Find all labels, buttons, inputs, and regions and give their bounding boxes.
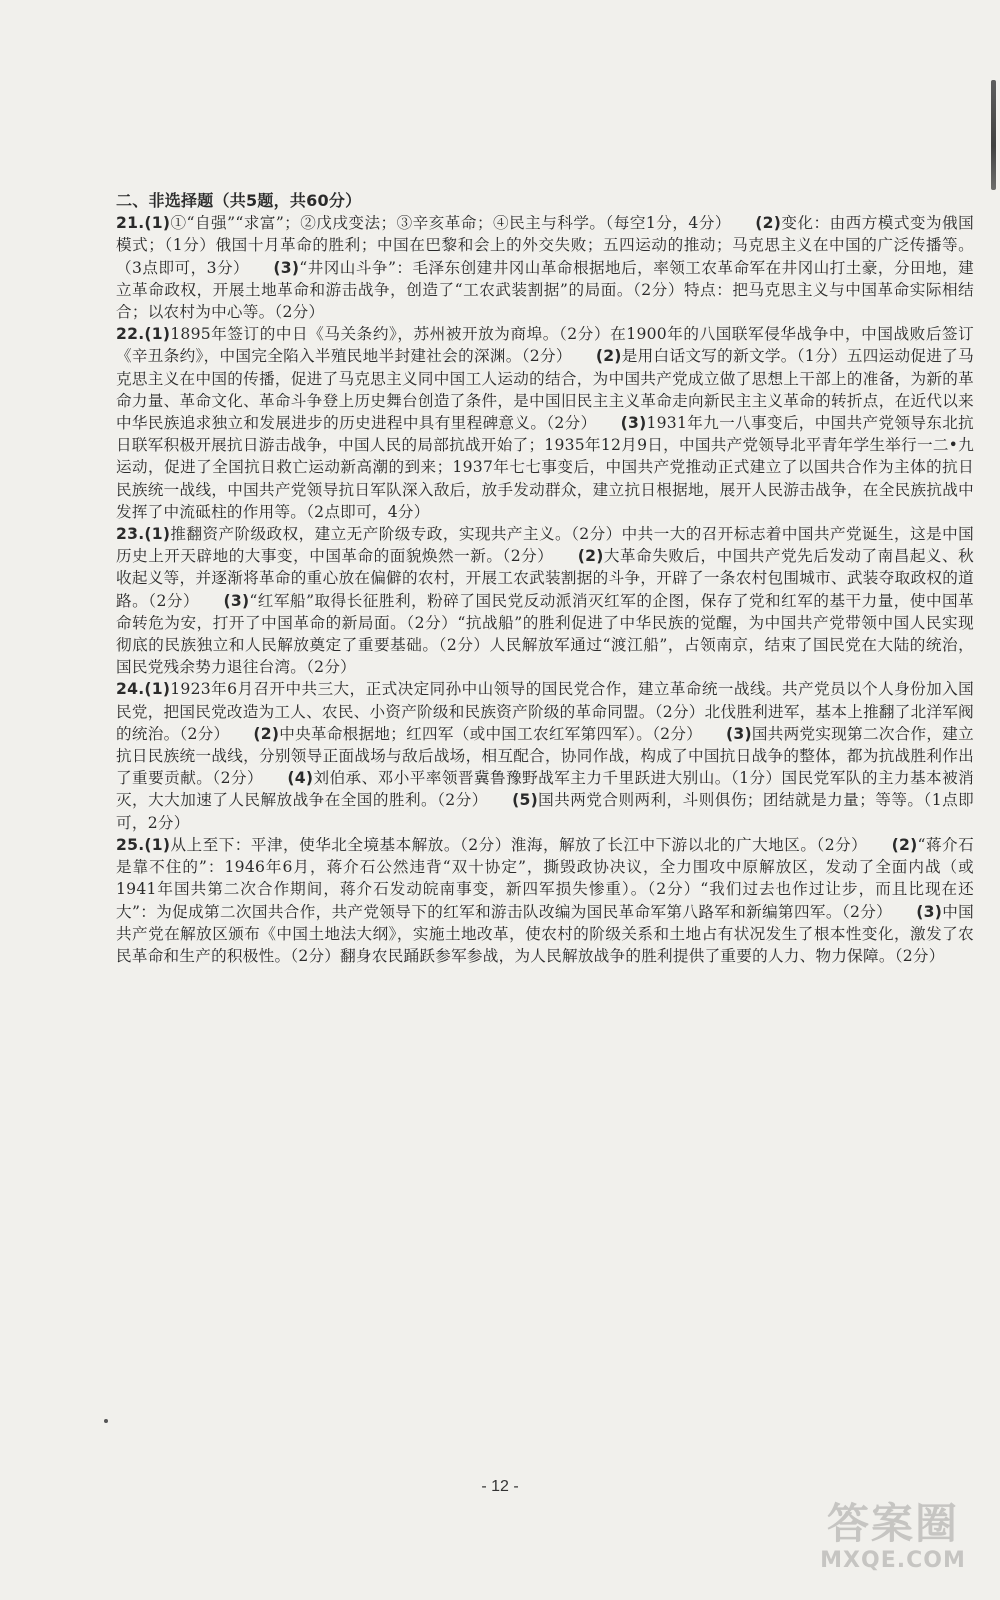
part-gap	[191, 592, 223, 610]
part-gap	[241, 259, 273, 277]
part-gap	[884, 903, 916, 921]
answer-content	[116, 190, 974, 967]
question-list	[116, 212, 974, 967]
answer-text: 中央革命根据地；红四军（或中国工农红军第四军）。（2分）	[279, 724, 695, 743]
answer-text: 1931年九一八事变后，中国共产党领导东北抗日联军积极开展抗日游击战争，中国人民的局部抗战开始了；1935年12月9日，中国共产党领导北平青年学生举行一二•九运动，促进了全国抗日救亡运动新高潮的到来；1937年七七事变后，中国共产党推动正式建立了以国共合作为主体的抗日民族统一战线，中国共产党领导抗日军队深入敌后，放手发动群众，建立抗日根据地，展开人民游击战争，在全民族抗战中发挥了中流砥柱的作用等。（2点即可，4分）	[116, 414, 974, 521]
watermark-url: MXQE.COM	[820, 1548, 966, 1573]
question-number: 23.	[116, 525, 145, 544]
answer-text: 推翻资产阶级政权，建立无产阶级专政，实现共产主义。（2分）中共一大的召开标志着中国共产党诞生，这是中国历史上开天辟地的大事变，中国革命的面貌焕然一新。（2分）	[116, 525, 974, 566]
answer-text: 变化：由西方模式变为俄国模式；（1分）俄国十月革命的胜利；中国在巴黎和会上的外交失败；五四运动的推动；马克思主义在中国的广泛传播等。（3点即可，3分）	[116, 214, 974, 277]
part-gap	[546, 547, 578, 565]
part-gap	[589, 414, 621, 432]
answer-text: 国共两党实现第二次合作，建立抗日民族统一战线，分别领导正面战场与敌后战场，相互配合，协同作战，构成了中国抗日战争的整体，都为抗战胜利作出了重要贡献。（2分）	[116, 724, 974, 788]
answer-text: “井冈山斗争”：毛泽东创建井冈山革命根据地后，率领工农革命军在井冈山打土豪，分田地，建立革命政权，开展土地革命和游击战争，创造了“工农武装割据”的局面。（2分）特点：把马克思主义与中国革命实际相结合；以农村为中心等。（2分）	[116, 258, 974, 322]
page-number: - 12 -	[481, 1478, 519, 1495]
section-title: 二、非选择题（共5题，共60分）	[116, 191, 362, 210]
part-gap	[564, 347, 596, 365]
part-gap	[222, 725, 254, 743]
part-gap	[859, 836, 891, 854]
answer-text: 从上至下：平津，使华北全境基本解放。（2分）淮海，解放了长江中下游以北的广大地区。（2分）	[170, 835, 860, 854]
question-21	[116, 212, 974, 323]
question-22	[116, 323, 974, 523]
question-number: 21.	[116, 214, 145, 233]
sub-question-label: (2)	[253, 724, 280, 743]
question-24	[116, 678, 974, 833]
sub-question-label: (2)	[755, 214, 782, 233]
question-number: 25.	[116, 835, 145, 854]
sub-question-label: (3)	[620, 414, 647, 433]
sub-question-label: (1)	[144, 525, 171, 544]
sub-question-label: (3)	[916, 902, 943, 921]
question-number: 24.	[116, 680, 145, 699]
scan-dot	[104, 1419, 108, 1423]
answer-text: 1923年6月召开中共三大，正式决定同孙中山领导的国民党合作，建立革命统一战线。共产党员以个人身份加入国民党，把国民党改造为工人、农民、小资产阶级和民族资产阶级的革命同盟。（2分）北伐胜利进军，基本上推翻了北洋军阀的统治。（2分）	[116, 680, 974, 743]
answer-text: ①“自强”“求富”；②戊戌变法；③辛亥革命；④民主与科学。（每空1分，4分）	[170, 214, 724, 233]
part-gap	[480, 791, 512, 809]
watermark	[808, 1500, 978, 1590]
question-25	[116, 834, 974, 967]
answer-text: 是用白话文写的新文学。（1分）五四运动促进了马克思主义在中国的传播，促进了马克思主义同中国工人运动的结合，为中国共产党成立做了思想上干部上的准备，为新的革命力量、革命文化、革命斗争登上历史舞台创造了条件，是中国旧民主主义革命走向新民主主义革命的转折点，在近代以来中华民族追求独立和发展进步的历史进程中具有里程碑意义。（2分）	[116, 347, 974, 433]
part-gap	[694, 725, 726, 743]
part-gap	[723, 214, 755, 232]
answer-text: 中国共产党在解放区颁布《中国土地法大纲》，实施土地改革，使农村的阶级关系和土地占有状况发生了根本性变化，激发了农民革命和生产的积极性。（2分）翻身农民踊跃参军参战，为人民解放战争的胜利提供了重要的人力、物力保障。（2分）	[116, 902, 974, 965]
scan-edge-mark	[991, 80, 996, 190]
answer-text: 大革命失败后，中国共产党先后发动了南昌起义、秋收起义等，并逐渐将革命的重心放在偏僻的农村，开展工农武装割据的斗争，开辟了一条农村包围城市、武装夺取政权的道路。（2分）	[116, 547, 974, 610]
sub-question-label: (3)	[273, 258, 300, 277]
answer-text: 国共两党合则两利，斗则俱伤；团结就是力量；等等。（1点即可，2分）	[116, 791, 974, 832]
sub-question-label: (1)	[144, 835, 171, 854]
part-gap	[255, 769, 287, 787]
watermark-logo: 答案圈	[826, 1499, 959, 1548]
answer-text: 1895年签订的中日《马关条约》，苏州被开放为商埠。（2分）在1900年的八国联军侵华战争中，中国战败后签订《辛丑条约》，中国完全陷入半殖民地半封建社会的深渊。（2分）	[116, 325, 974, 366]
answer-text: 刘伯承、邓小平率领晋冀鲁豫野战军主力千里跃进大别山。（1分）国民党军队的主力基本被消灭，大大加速了人民解放战争在全国的胜利。（2分）	[116, 769, 974, 810]
sub-question-label: (3)	[223, 591, 250, 610]
answer-text: “蒋介石是靠不住的”：1946年6月，蒋介石公然违背“双十协定”，撕毁政协决议，全力围攻中原解放区，发动了全面内战（或1941年国共第二次合作期间，蒋介石发动皖南事变，新四军损失惨重）。（2分）“我们过去也作过让步，而且比现在还大”：为促成第二次国共合作，共产党领导下的红军和游击队改编为国民革命军第八路军和新编第四军。（2分）	[116, 835, 974, 921]
sub-question-label: (2)	[577, 547, 604, 566]
sub-question-label: (1)	[144, 214, 171, 233]
sub-question-label: (3)	[726, 724, 752, 743]
question-number: 22.	[116, 325, 145, 344]
sub-question-label: (4)	[287, 769, 314, 788]
sub-question-label: (2)	[595, 347, 622, 366]
sub-question-label: (2)	[891, 835, 918, 854]
answer-text: “红军船”取得长征胜利，粉碎了国民党反动派消灭红军的企图，保存了党和红军的基干力量，使中国革命转危为安，打开了中国革命的新局面。（2分）“抗战船”的胜利促进了中华民族的觉醒，为中国共产党带领中国人民实现彻底的民族独立和人民解放奠定了重要基础。（2分）人民解放军通过“渡江船”，占领南京，结束了国民党在大陆的统治，国民党残余势力退往台湾。（2分）	[116, 591, 974, 677]
sub-question-label: (1)	[144, 325, 171, 344]
sub-question-label: (5)	[512, 791, 538, 810]
sub-question-label: (1)	[144, 680, 171, 699]
question-23	[116, 523, 974, 678]
